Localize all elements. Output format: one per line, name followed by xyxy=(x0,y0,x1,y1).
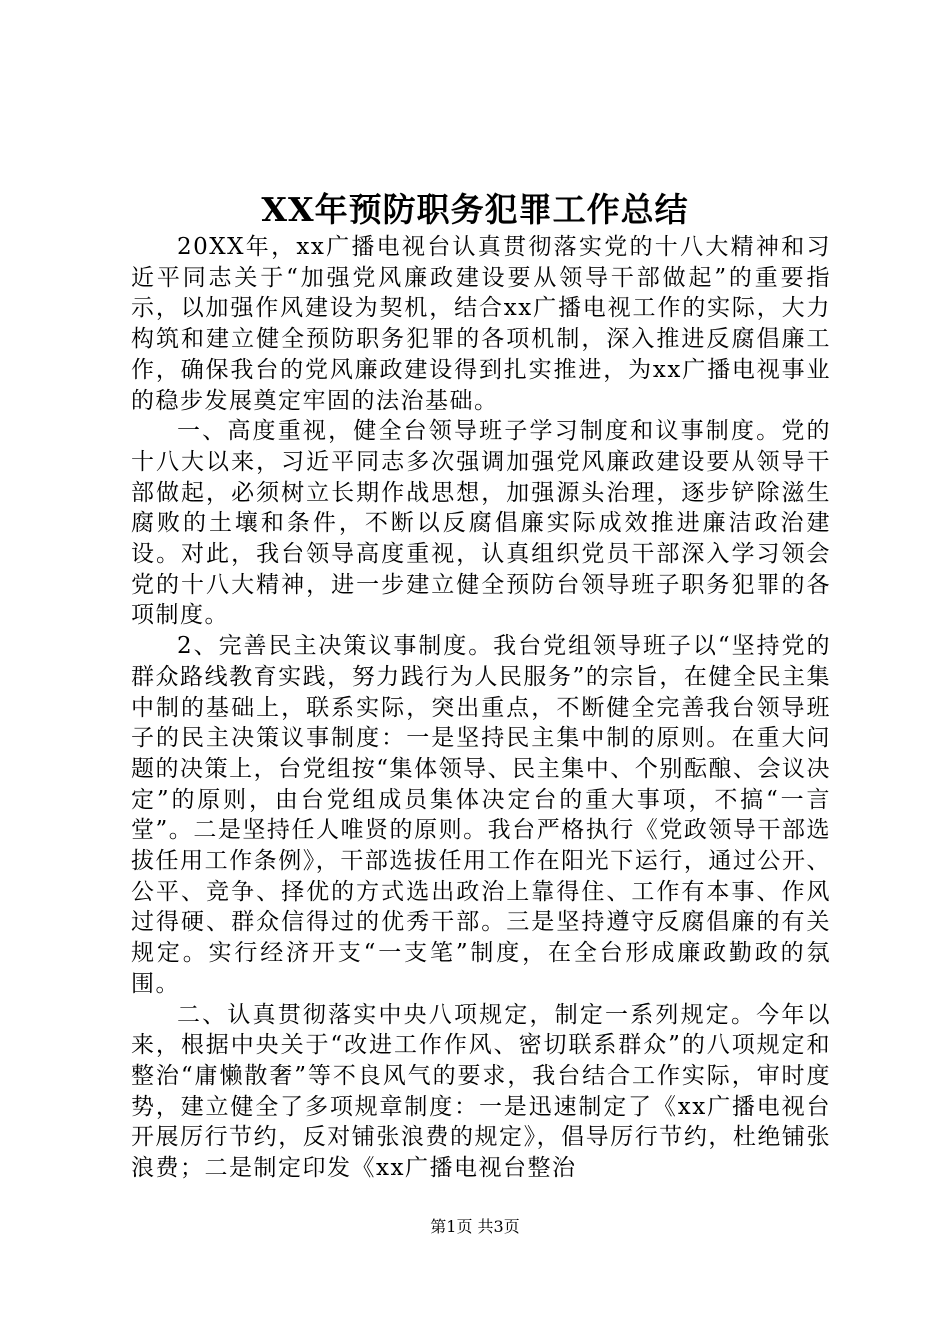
document-body xyxy=(131,232,831,1184)
paragraph-section-1: 一、高度重视，健全台领导班子学习制度和议事制度。党的十八大以来，习近平同志多次强调加强党风廉政建设要从领导干部做起，必须树立长期作战思想，加强源头治理，逐步铲除滋生腐败的土壤和条件，不断以反腐倡廉实际成效推进廉洁政治建设。对此，我台领导高度重视，认真组织党员干部深入学习领会党的十八大精神，进一步建立健全预防台领导班子职务犯罪的各项制度。 xyxy=(131,418,831,629)
paragraph-intro: 20XX年，xx广播电视台认真贯彻落实党的十八大精神和习近平同志关于“加强党风廉政建设要从领导干部做起”的重要指示，以加强作风建设为契机，结合xx广播电视工作的实际，大力构筑和建立健全预防职务犯罪的各项机制，深入推进反腐倡廉工作，确保我台的党风廉政建设得到扎实推进，为xx广播电视事业的稳步发展奠定牢固的法治基础。 xyxy=(131,234,831,414)
paragraph-section-1-2: 2、完善民主决策议事制度。我台党组领导班子以“坚持党的群众路线教育实践，努力践行为人民服务”的宗旨，在健全民主集中制的基础上，联系实际，突出重点，不断健全完善我台领导班子的民主决策议事制度：一是坚持民主集中制的原则。在重大问题的决策上，台党组按“集体领导、民主集中、个别酝酿、会议决定”的原则，由台党组成员集体决定台的重大事项，不搞“一言堂”。二是坚持任人唯贤的原则。我台严格执行《党政领导干部选拔任用工作条例》，干部选拔任用工作在阳光下运行，通过公开、公平、竞争、择优的方式选出政治上靠得住、工作有本事、作风过得硬、群众信得过的优秀干部。三是坚持遵守反腐倡廉的有关规定。实行经济开支“一支笔”制度，在全台形成廉政勤政的氛围。 xyxy=(131,633,831,997)
page-number-footer: 第1页 共3页 xyxy=(430,1217,520,1236)
document-title: XX年预防职务犯罪工作总结 xyxy=(261,190,689,229)
paragraph-section-2: 二、认真贯彻落实中央八项规定，制定一系列规定。今年以来，根据中央关于“改进工作作风、密切联系群众”的八项规定和整治“庸懒散奢”等不良风气的要求，我台结合工作实际，审时度势，建立健全了多项规章制度：一是迅速制定了《xx广播电视台开展厉行节约，反对铺张浪费的规定》，倡导厉行节约，杜绝铺张浪费；二是制定印发《xx广播电视台整治 xyxy=(131,1001,831,1182)
